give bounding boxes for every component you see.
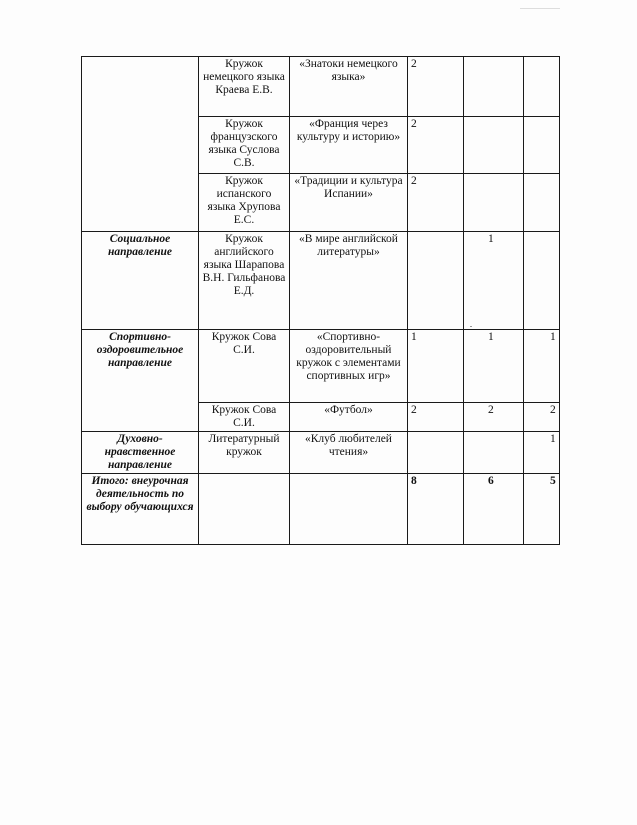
circle-cell: Кружок немецкого языка Краева Е.В. — [199, 57, 290, 117]
circle-cell: Кружок Сова С.И. — [199, 403, 290, 432]
hours-cell-3: 1 — [524, 432, 560, 474]
program-cell: «Клуб любителей чтения» — [290, 432, 408, 474]
program-cell: «Знатоки немецкого языка» — [290, 57, 408, 117]
direction-cell: Социальное направление — [82, 232, 199, 330]
extracurricular-plan-table — [81, 56, 560, 545]
hours-cell-1 — [408, 232, 464, 330]
scan-speck — [470, 326, 472, 327]
hours-cell-2: 1 — [464, 232, 524, 330]
direction-cell: Спортивно-оздоровительное направление — [82, 330, 199, 432]
circle-cell: Кружок английского языка Шарапова В.Н. Гильфанова Е.Д. — [199, 232, 290, 330]
hours-cell-2: 1 — [464, 330, 524, 403]
hours-cell-1: 2 — [408, 403, 464, 432]
hours-cell-1: 2 — [408, 117, 464, 174]
scan-speck — [520, 8, 560, 9]
hours-cell-3 — [524, 117, 560, 174]
table-row — [82, 232, 560, 330]
program-cell: «Традиции и культура Испании» — [290, 174, 408, 232]
circle-cell: Кружок французского языка Суслова С.В. — [199, 117, 290, 174]
program-cell: «Футбол» — [290, 403, 408, 432]
hours-cell-1: 2 — [408, 57, 464, 117]
hours-cell-1: 2 — [408, 174, 464, 232]
hours-cell-1 — [408, 432, 464, 474]
hours-cell-2 — [464, 432, 524, 474]
direction-cell — [82, 57, 199, 232]
table-row — [82, 432, 560, 474]
total-row — [82, 474, 560, 545]
hours-cell-2 — [464, 117, 524, 174]
total-hours-3: 5 — [524, 474, 560, 545]
hours-cell-1: 1 — [408, 330, 464, 403]
hours-cell-3 — [524, 174, 560, 232]
hours-cell-3 — [524, 57, 560, 117]
table-row — [82, 57, 560, 117]
circle-cell: Литературный кружок — [199, 432, 290, 474]
empty-cell — [290, 474, 408, 545]
program-cell: «В мире английской литературы» — [290, 232, 408, 330]
circle-cell: Кружок Сова С.И. — [199, 330, 290, 403]
hours-cell-3: 2 — [524, 403, 560, 432]
total-label: Итого: внеурочная деятельность по выбору обучающихся — [82, 474, 199, 545]
hours-cell-2 — [464, 57, 524, 117]
empty-cell — [199, 474, 290, 545]
direction-cell: Духовно-нравственное направление — [82, 432, 199, 474]
hours-cell-2: 2 — [464, 403, 524, 432]
table-row — [82, 330, 560, 403]
program-cell: «Спортивно-оздоровительный кружок с элементами спортивных игр» — [290, 330, 408, 403]
hours-cell-3 — [524, 232, 560, 330]
program-cell: «Франция через культуру и историю» — [290, 117, 408, 174]
total-hours-2: 6 — [464, 474, 524, 545]
hours-cell-3: 1 — [524, 330, 560, 403]
total-hours-1: 8 — [408, 474, 464, 545]
hours-cell-2 — [464, 174, 524, 232]
circle-cell: Кружок испанского языка Хрупова Е.С. — [199, 174, 290, 232]
